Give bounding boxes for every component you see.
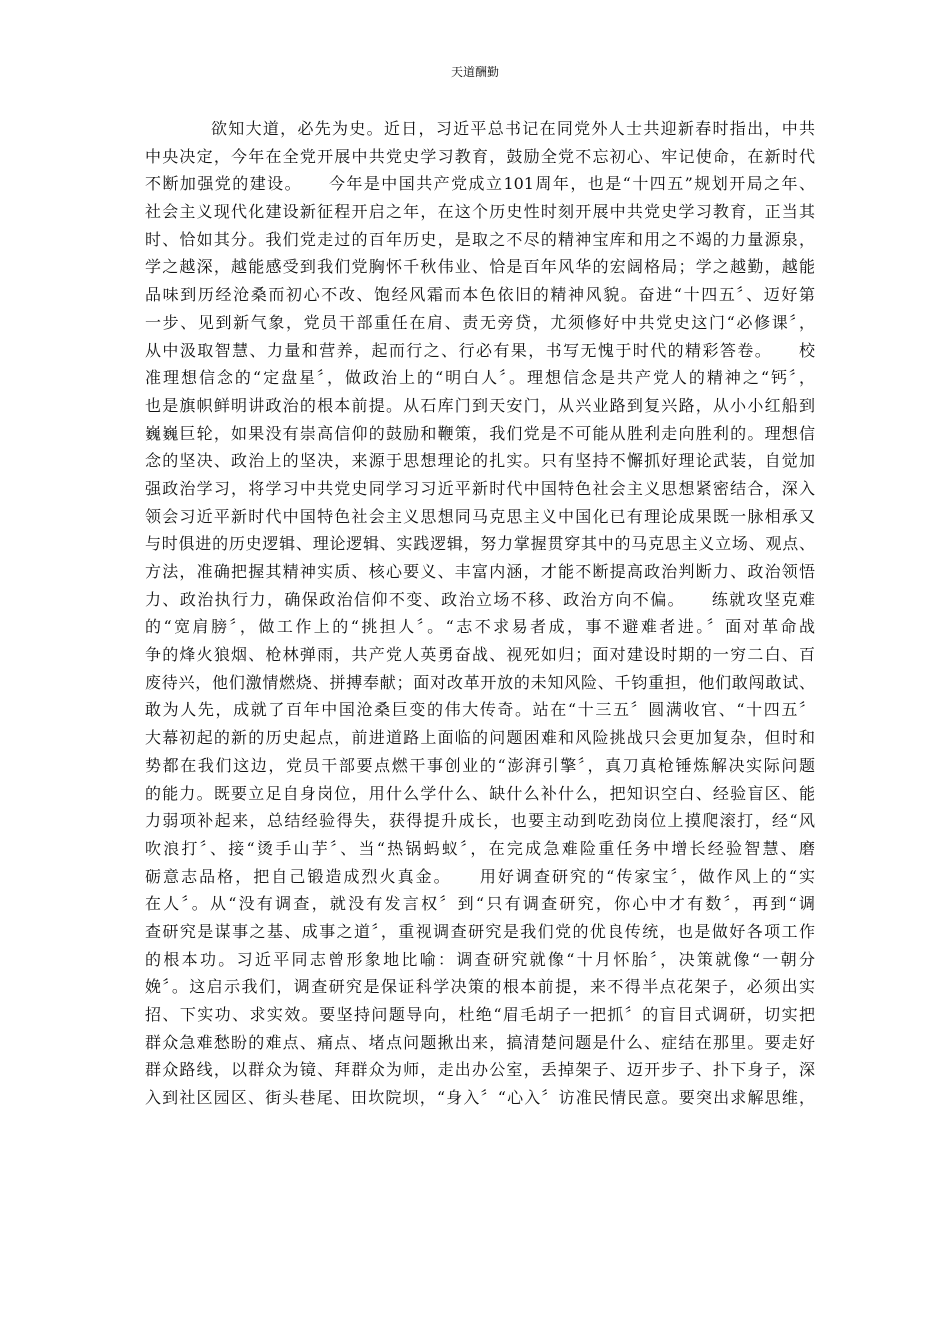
text-line: 群众急难愁盼的难点、痛点、堵点问题揪出来，搞清楚问题是什么、症结在那里。要走好 xyxy=(145,1032,815,1052)
text-line: 时、恰如其分。我们党走过的百年历史，是取之不尽的精神宝库和用之不竭的力量源泉， xyxy=(145,229,815,249)
text-line: 强政治学习，将学习中共党史同学习习近平新时代中国特色社会主义思想紧密结合，深入 xyxy=(145,478,815,498)
text-line: 在人〞。从“没有调查，就没有发言权〞到“只有调查研究，你心中才有数〞，再到“调 xyxy=(145,894,815,914)
text-line: 方法，准确把握其精神实质、核心要义、丰富内涵，才能不断提高政治判断力、政治领悟 xyxy=(145,562,815,581)
page-header: 天道酬勤 xyxy=(450,65,499,79)
text-line: 中央决定，今年在全党开展中共党史学习教育，鼓励全党不忘初心、牢记使命，在新时代 xyxy=(145,146,815,166)
text-line: 一步、见到新气象，党员干部重任在肩、责无旁贷，尤须修好中共党史这门“必修课〞， xyxy=(145,312,815,332)
text-line: 从中汲取智慧、力量和营养，起而行之、行必有果，书写无愧于时代的精彩答卷。 校 xyxy=(145,340,815,360)
text-line: 的“宽肩膀〞，做工作上的“挑担人〞。“志不求易者成，事不避难者进。〞面对革命战 xyxy=(145,617,815,637)
text-line: 势都在我们这边，党员干部要点燃干事创业的“澎湃引擎〞，真刀真枪锤炼解决实际问题 xyxy=(145,755,815,775)
text-line: 念的坚决、政治上的坚决，来源于思想理论的扎实。只有坚持不懈抓好理论武装，自觉加 xyxy=(145,451,815,471)
document-body xyxy=(145,115,815,1112)
text-line: 的能力。既要立足自身岗位，用什么学什么、缺什么补什么，把知识空白、经验盲区、能 xyxy=(145,783,815,803)
text-line: 品味到历经沧桑而初心不改、饱经风霜而本色依旧的精神风貌。奋进“十四五〞、迈好第 xyxy=(145,285,815,305)
text-line: 吹浪打〞、接“烫手山芋〞、当“热锅蚂蚁〞，在完成急难险重任务中增长经验智慧、磨 xyxy=(145,838,815,858)
text-line: 入到社区园区、街头巷尾、田坎院坝，“身入〞“心入〞访准民情民意。要突出求解思维， xyxy=(145,1088,815,1108)
text-line: 与时俱进的历史逻辑、理论逻辑、实践逻辑，努力掌握贯穿其中的马克思主义立场、观点、 xyxy=(145,534,815,554)
text-line: 争的烽火狼烟、枪林弹雨，共产党人英勇奋战、视死如归；面对建设时期的一穷二白、百 xyxy=(145,645,815,665)
text-line: 招、下实功、求实效。要坚持问题导向，杜绝“眉毛胡子一把抓〞的盲目式调研，切实把 xyxy=(145,1005,815,1024)
text-line: 社会主义现代化建设新征程开启之年，在这个历史性时刻开展中共党史学习教育，正当其 xyxy=(145,202,815,222)
text-line: 巍巍巨轮，如果没有崇高信仰的鼓励和鞭策，我们党是不可能从胜利走向胜利的。理想信 xyxy=(145,423,815,443)
text-line: 领会习近平新时代中国特色社会主义思想同马克思主义中国化已有理论成果既一脉相承又 xyxy=(145,506,815,526)
text-line: 大幕初起的新的历史起点，前进道路上面临的问题困难和风险挑战只会更加复杂，但时和 xyxy=(145,728,815,748)
text-line: 力弱项补起来，总结经验得失，获得提升成长，也要主动到吃劲岗位上摸爬滚打，经“风 xyxy=(145,811,815,831)
text-line: 不断加强党的建设。 今年是中国共产党成立101周年，也是“十四五”规划开局之年、 xyxy=(145,174,815,194)
text-line: 的根本功。习近平同志曾形象地比喻：调查研究就像“十月怀胎〞，决策就像“一朝分 xyxy=(145,949,815,969)
text-line: 砺意志品格，把自己锻造成烈火真金。 用好调查研究的“传家宝〞，做作风上的“实 xyxy=(145,866,815,886)
text-line: 娩〞。这启示我们，调查研究是保证科学决策的根本前提，来不得半点花架子，必须出实 xyxy=(145,977,815,997)
text-line: 群众路线，以群众为镜、拜群众为师，走出办公室，丢掉架子、迈开步子、扑下身子，深 xyxy=(145,1060,815,1080)
text-line: 准理想信念的“定盘星〞，做政治上的“明白人〞。理想信念是共产党人的精神之“钙〞， xyxy=(145,368,815,388)
text-line: 学之越深，越能感受到我们党胸怀千秋伟业、恰是百年风华的宏阔格局；学之越勤，越能 xyxy=(145,257,815,277)
text-line: 也是旗帜鲜明讲政治的根本前提。从石库门到天安门，从兴业路到复兴路，从小小红船到 xyxy=(145,395,815,415)
text-line: 废待兴，他们激情燃烧、拼搏奉献；面对改革开放的未知风险、千钧重担，他们敢闯敢试、 xyxy=(145,672,815,692)
text-line: 查研究是谋事之基、成事之道〞，重视调查研究是我们党的优良传统，也是做好各项工作 xyxy=(145,921,815,941)
text-line: 力、政治执行力，确保政治信仰不变、政治立场不移、政治方向不偏。 练就攻坚克难 xyxy=(145,589,815,609)
text-line: 欲知大道，必先为史。近日，习近平总书记在同党外人士共迎新春时指出，中共 xyxy=(211,119,815,138)
text-line: 敢为人先，成就了百年中国沧桑巨变的伟大传奇。站在“十三五〞圆满收官、“十四五〞 xyxy=(145,700,815,720)
